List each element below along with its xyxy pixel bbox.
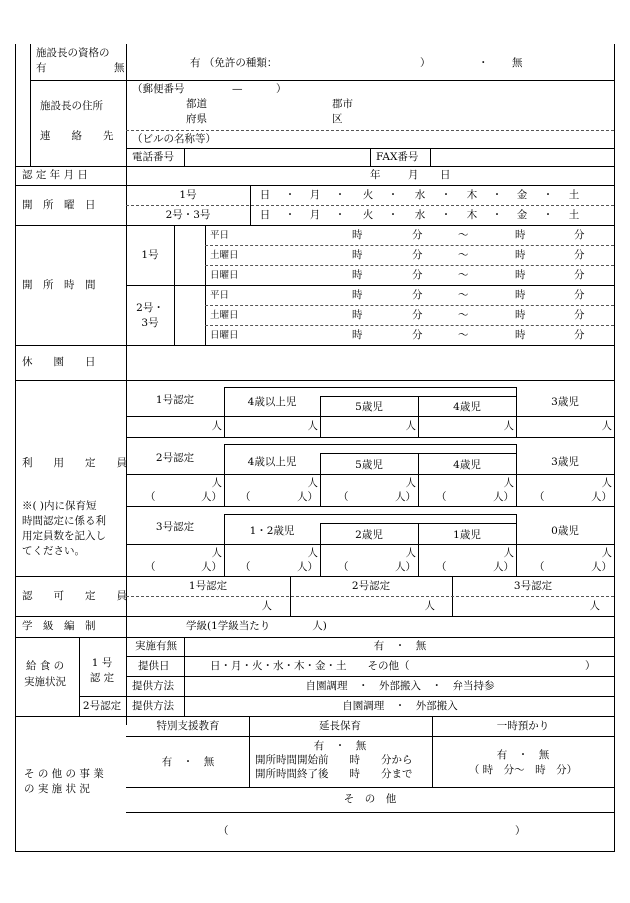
approval-nin: 人 [589,600,600,612]
cap-g3-paren: （ [436,561,447,573]
approval-col3: 3号認定 [513,580,553,592]
cap-g3-paren: （ [240,561,251,573]
meals-days-value: 日・月・火・水・木・金・土 その他（ [210,660,410,672]
hours-ji: 時 [515,229,526,241]
cap-g1-age3: 3歳児 [551,396,579,408]
weekday: 土 [568,189,580,201]
cap-g1-age4: 4歳以上児 [247,396,297,408]
other-special-value: 有 ・ 無 [161,756,215,768]
weekday: 月 [309,209,321,221]
qual-value: 有 （免許の種類： [190,57,278,69]
hours-tilde: ～ [458,289,469,301]
cap-g2-paren-nin: 人） [395,491,416,503]
classes-value: 学級(1学級当たり 人) [186,620,327,632]
hours-fun: 分 [574,289,585,301]
qual-label-no: 無 [114,62,125,74]
other-label-line2: の 実 施 状 況 [24,783,90,795]
capacity-note-4: てください。 [22,545,85,557]
hours-fun: 分 [412,329,423,341]
hours-ji: 時 [352,289,363,301]
days-row2-label: 2号・3号 [165,209,211,221]
cap-g2-label: 2号認定 [155,452,195,464]
cap-g2-nin: 人 [307,477,318,489]
hours-ji: 時 [352,249,363,261]
gunshi-label: 郡市 [332,98,353,110]
cap-g1-nin: 人 [307,420,318,432]
other-extended-end: 開所時間終了後 時 分まで [255,768,413,780]
weekday-sep: ・ [440,209,452,221]
capacity-note-2: 時間認定に係る利 [22,515,106,527]
hours-group1: 1号 [141,249,159,261]
cap-g2-age4: 4歳以上児 [247,456,297,468]
weekday-sep: ・ [284,209,296,221]
approval-nin: 人 [261,600,272,612]
weekday: 金 [516,189,528,201]
hours-row-label: 平日 [210,290,230,301]
cert-year: 年 [370,169,381,181]
meals-method-value-1: 自園調理 ・ 外部搬入 ・ 弁当持参 [305,680,495,692]
qual-none: 無 [512,57,523,69]
cap-g3-paren-nin: 人） [395,561,416,573]
fuken-label: 府県 [186,113,207,125]
cap-g3-paren-nin: 人） [493,561,514,573]
qual-label-yes: 有 [36,62,47,74]
meals-method-label-2: 提供方法 [132,700,174,712]
other-temp-header: 一時預かり [496,720,550,732]
other-special-header: 特別支援教育 [156,720,220,732]
contact-label: 連 絡 先 [40,130,114,142]
weekday-sep: ・ [334,189,346,201]
other-temp-time: （ 時 分～ 時 分） [468,764,578,776]
meals-g1-line2: 認 定 [89,672,115,684]
weekday-sep: ・ [491,189,503,201]
hours-ji: 時 [352,309,363,321]
qual-dot: ・ [478,57,489,69]
fax-label: FAX番号 [376,151,419,163]
weekday-sep: ・ [440,189,452,201]
capacity-label: 利 用 定 員 [22,457,127,469]
cert-day: 日 [440,169,451,181]
meals-method-value-2: 自園調理 ・ 外部搬入 [342,700,458,712]
address-label: 施設長の住所 [40,100,103,112]
cap-g1-nin: 人 [211,420,222,432]
cap-g3-paren-nin: 人） [201,561,222,573]
weekday: 火 [362,209,374,221]
hours-ji: 時 [352,269,363,281]
cap-g3-age0: 0歳児 [551,525,579,537]
weekday: 火 [362,189,374,201]
weekday: 月 [309,189,321,201]
hours-fun: 分 [574,309,585,321]
approval-col2: 2号認定 [351,580,391,592]
approval-label: 認 可 定 員 [22,590,127,602]
tel-label: 電話番号 [132,151,174,163]
weekday-sep: ・ [491,209,503,221]
cap-g2-nin: 人 [601,477,612,489]
cap-g1-label: 1号認定 [155,394,195,406]
building-label: （ビルの名称等） [132,133,216,145]
cap-g3-nin: 人 [503,547,514,559]
postal-close: ） [276,83,287,95]
cap-g1-nin: 人 [601,420,612,432]
cap-g3-paren: （ [534,561,545,573]
cap-g1-nin: 人 [503,420,514,432]
hours-tilde: ～ [458,269,469,281]
other-extended-header: 延長保育 [319,720,361,732]
hours-ji: 時 [515,309,526,321]
cap-g2-age3: 3歳児 [551,456,579,468]
cap-g1-age5: 5歳児 [355,401,383,413]
hours-row-label: 平日 [210,230,230,241]
hours-row-label: 土曜日 [210,310,239,321]
cap-g2-paren: （ [436,491,447,503]
weekday-sep: ・ [284,189,296,201]
holiday-label: 休 園 日 [22,356,96,368]
cap-g1-nin: 人 [405,420,416,432]
hours-fun: 分 [574,229,585,241]
meals-method-label: 提供方法 [132,680,174,692]
meals-impl-label: 実施有無 [135,640,177,652]
hours-ji: 時 [352,229,363,241]
days-row1-label: 1号 [179,189,197,201]
cap-g3-paren-nin: 人） [591,561,612,573]
hours-ji: 時 [515,269,526,281]
ku-label: 区 [332,113,343,125]
weekday: 水 [414,209,426,221]
hours-tilde: ～ [458,249,469,261]
days-label: 開 所 曜 日 [22,199,96,211]
hours-ji: 時 [515,249,526,261]
hours-fun: 分 [574,249,585,261]
weekday-sep: ・ [387,189,399,201]
weekday: 金 [516,209,528,221]
approval-col1: 1号認定 [188,580,228,592]
cap-g2-age4b: 4歳児 [453,459,481,471]
meals-impl-value: 有 ・ 無 [373,640,427,652]
cap-g3-paren: （ [338,561,349,573]
meals-g2: 2号認定 [82,700,122,712]
cap-g2-paren: （ [534,491,545,503]
hours-fun: 分 [412,309,423,321]
cap-g3-age2: 2歳児 [355,529,383,541]
weekday: 土 [568,209,580,221]
cap-g2-nin: 人 [503,477,514,489]
hours-fun: 分 [574,269,585,281]
hours-label: 開 所 時 間 [22,279,96,291]
cert-month: 月 [408,169,419,181]
weekday-sep: ・ [334,209,346,221]
hours-row-label: 日曜日 [210,330,239,341]
postal-label: （郵便番号 [132,83,185,95]
cert-date-label: 認 定 年 月 日 [22,169,88,181]
hours-fun: 分 [412,229,423,241]
hours-ji: 時 [515,329,526,341]
cap-g3-label: 3号認定 [155,521,195,533]
cap-g3-paren: （ [145,561,156,573]
meals-label-line1: 給 食 の [26,660,65,672]
hours-tilde: ～ [458,309,469,321]
hours-fun: 分 [412,249,423,261]
other-sonota-close: ） [515,825,526,837]
weekday: 木 [466,209,478,221]
other-temp-value: 有 ・ 無 [496,749,550,761]
cap-g2-paren: （ [338,491,349,503]
cap-g2-nin: 人 [405,477,416,489]
cap-g3-nin: 人 [601,547,612,559]
hours-ji: 時 [352,329,363,341]
weekday: 木 [466,189,478,201]
cap-g2-paren-nin: 人） [201,491,222,503]
todofu-label: 都道 [186,98,207,110]
weekday: 水 [414,189,426,201]
cap-g2-paren-nin: 人） [297,491,318,503]
cap-g3-nin: 人 [211,547,222,559]
classes-label: 学 級 編 制 [22,620,96,632]
cap-g1-age4b: 4歳児 [453,401,481,413]
hours-tilde: ～ [458,229,469,241]
meals-days-label: 提供日 [138,660,170,672]
cap-g3-age1: 1歳児 [453,529,481,541]
weekday: 日 [259,189,271,201]
other-extended-value: 有 ・ 無 [313,740,367,752]
weekday: 日 [259,209,271,221]
cap-g2-age5: 5歳児 [355,459,383,471]
capacity-note-3: 用定員数を記入し [22,530,106,542]
other-sonota-open: （ [218,825,229,837]
qual-close: ） [420,57,431,69]
cap-g2-paren: （ [240,491,251,503]
weekday-sep: ・ [542,189,554,201]
meals-label-line2: 実施状況 [24,676,66,688]
cap-g3-nin: 人 [307,547,318,559]
weekday-sep: ・ [387,209,399,221]
hours-fun: 分 [574,329,585,341]
other-label-line1: そ の 他 の 事 業 [24,768,104,780]
meals-days-close: ） [585,660,596,672]
hours-fun: 分 [412,269,423,281]
cap-g3-paren-nin: 人） [297,561,318,573]
hours-row-label: 土曜日 [210,250,239,261]
hours-fun: 分 [412,289,423,301]
postal-dash: — [232,83,243,95]
cap-g2-paren-nin: 人） [591,491,612,503]
weekday-sep: ・ [542,209,554,221]
meals-g1-line1: 1 号 [91,657,113,669]
approval-nin: 人 [424,600,435,612]
cap-g2-paren: （ [145,491,156,503]
capacity-note-1: ※( )内に保育短 [22,500,97,512]
cap-g2-paren-nin: 人） [493,491,514,503]
cap-g3-nin: 人 [405,547,416,559]
hours-ji: 時 [515,289,526,301]
hours-row-label: 日曜日 [210,270,239,281]
qual-label-line1: 施設長の資格の [36,47,110,59]
hours-tilde: ～ [458,329,469,341]
hours-group2-line1: 2号・ [136,302,164,314]
cap-g3-age12: 1・2歳児 [249,525,295,537]
other-extended-start: 開所時間開始前 時 分から [255,754,413,766]
cap-g2-nin: 人 [211,477,222,489]
hours-group2-line2: 3号 [141,317,159,329]
other-sonota-label: そ の 他 [343,793,397,805]
